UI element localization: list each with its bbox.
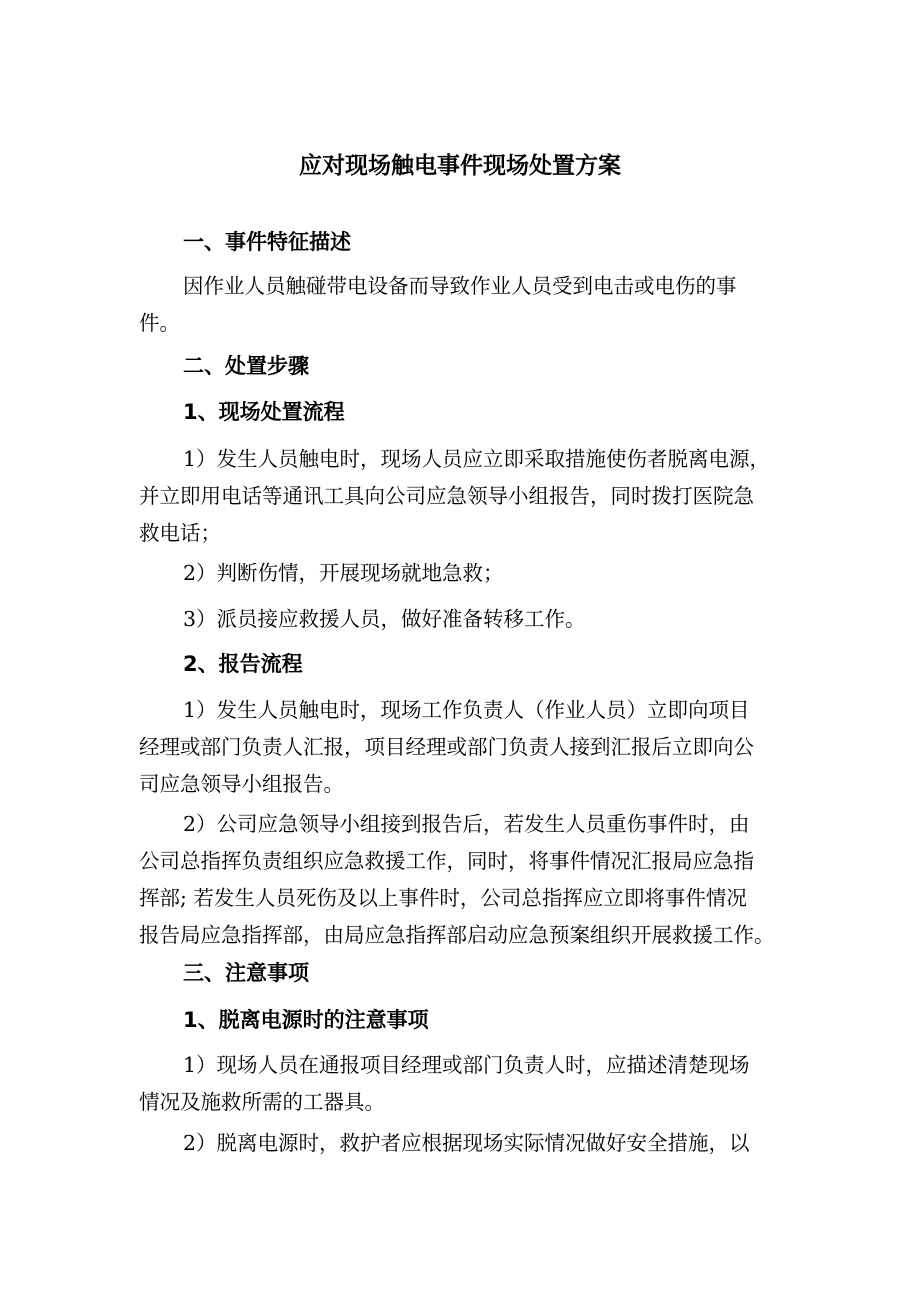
subsection-heading-report-process: 2、报告流程 (183, 652, 303, 676)
document-title: 应对现场触电事件现场处置方案 (299, 153, 621, 179)
paragraph-line: 并立即用电话等通讯工具向公司应急领导小组报告，同时拨打医院急 (139, 484, 754, 508)
paragraph-line: 救电话； (139, 521, 221, 545)
paragraph-line: 件。 (139, 311, 180, 335)
paragraph-report-step-1 (139, 692, 799, 803)
paragraph-onsite-step-2 (139, 555, 799, 592)
paragraph-precaution-2 (139, 1125, 799, 1162)
paragraph-line: 公司总指挥负责组织应急救援工作，同时，将事件情况汇报局应急指 (139, 849, 754, 873)
paragraph-line: 3）派员接应救援人员，做好准备转移工作。 (183, 607, 586, 631)
paragraph-event-description (139, 268, 799, 342)
paragraph-line: 1）现场人员在通报项目经理或部门负责人时，应描述清楚现场 (183, 1053, 750, 1077)
paragraph-line: 情况及施救所需的工器具。 (139, 1090, 385, 1114)
paragraph-line: 2）公司应急领导小组接到报告后，若发生人员重伤事件时，由 (183, 812, 750, 836)
paragraph-report-step-2 (139, 806, 799, 954)
subsection-heading-power-disconnection: 1、脱离电源时的注意事项 (183, 1008, 429, 1032)
paragraph-line: 1）发生人员触电时，现场人员应立即采取措施使伤者脱离电源， (183, 447, 771, 471)
paragraph-line: 报告局应急指挥部，由局应急指挥部启动应急预案组织开展救援工作。 (139, 923, 775, 947)
paragraph-line: 因作业人员触碰带电设备而导致作业人员受到电击或电伤的事 (183, 274, 737, 298)
section-heading-event-description: 一、事件特征描述 (183, 230, 351, 254)
paragraph-line: 挥部; 若发生人员死伤及以上事件时，公司总指挥应立即将事件情况 (139, 886, 747, 910)
paragraph-line: 司应急领导小组报告。 (139, 772, 344, 796)
section-heading-handling-steps: 二、处置步骤 (183, 354, 309, 378)
paragraph-line: 2）脱离电源时，救护者应根据现场实际情况做好安全措施，以 (183, 1131, 750, 1155)
paragraph-onsite-step-3 (139, 601, 799, 638)
section-heading-precautions: 三、注意事项 (183, 961, 309, 985)
paragraph-line: 2）判断伤情，开展现场就地急救； (183, 561, 504, 585)
paragraph-onsite-step-1 (139, 441, 799, 552)
subsection-heading-onsite-process: 1、现场处置流程 (183, 400, 345, 424)
paragraph-line: 经理或部门负责人汇报，项目经理或部门负责人接到汇报后立即向公 (139, 735, 754, 759)
paragraph-precaution-1 (139, 1047, 799, 1121)
paragraph-line: 1）发生人员触电时，现场工作负责人（作业人员）立即向项目 (183, 698, 750, 722)
